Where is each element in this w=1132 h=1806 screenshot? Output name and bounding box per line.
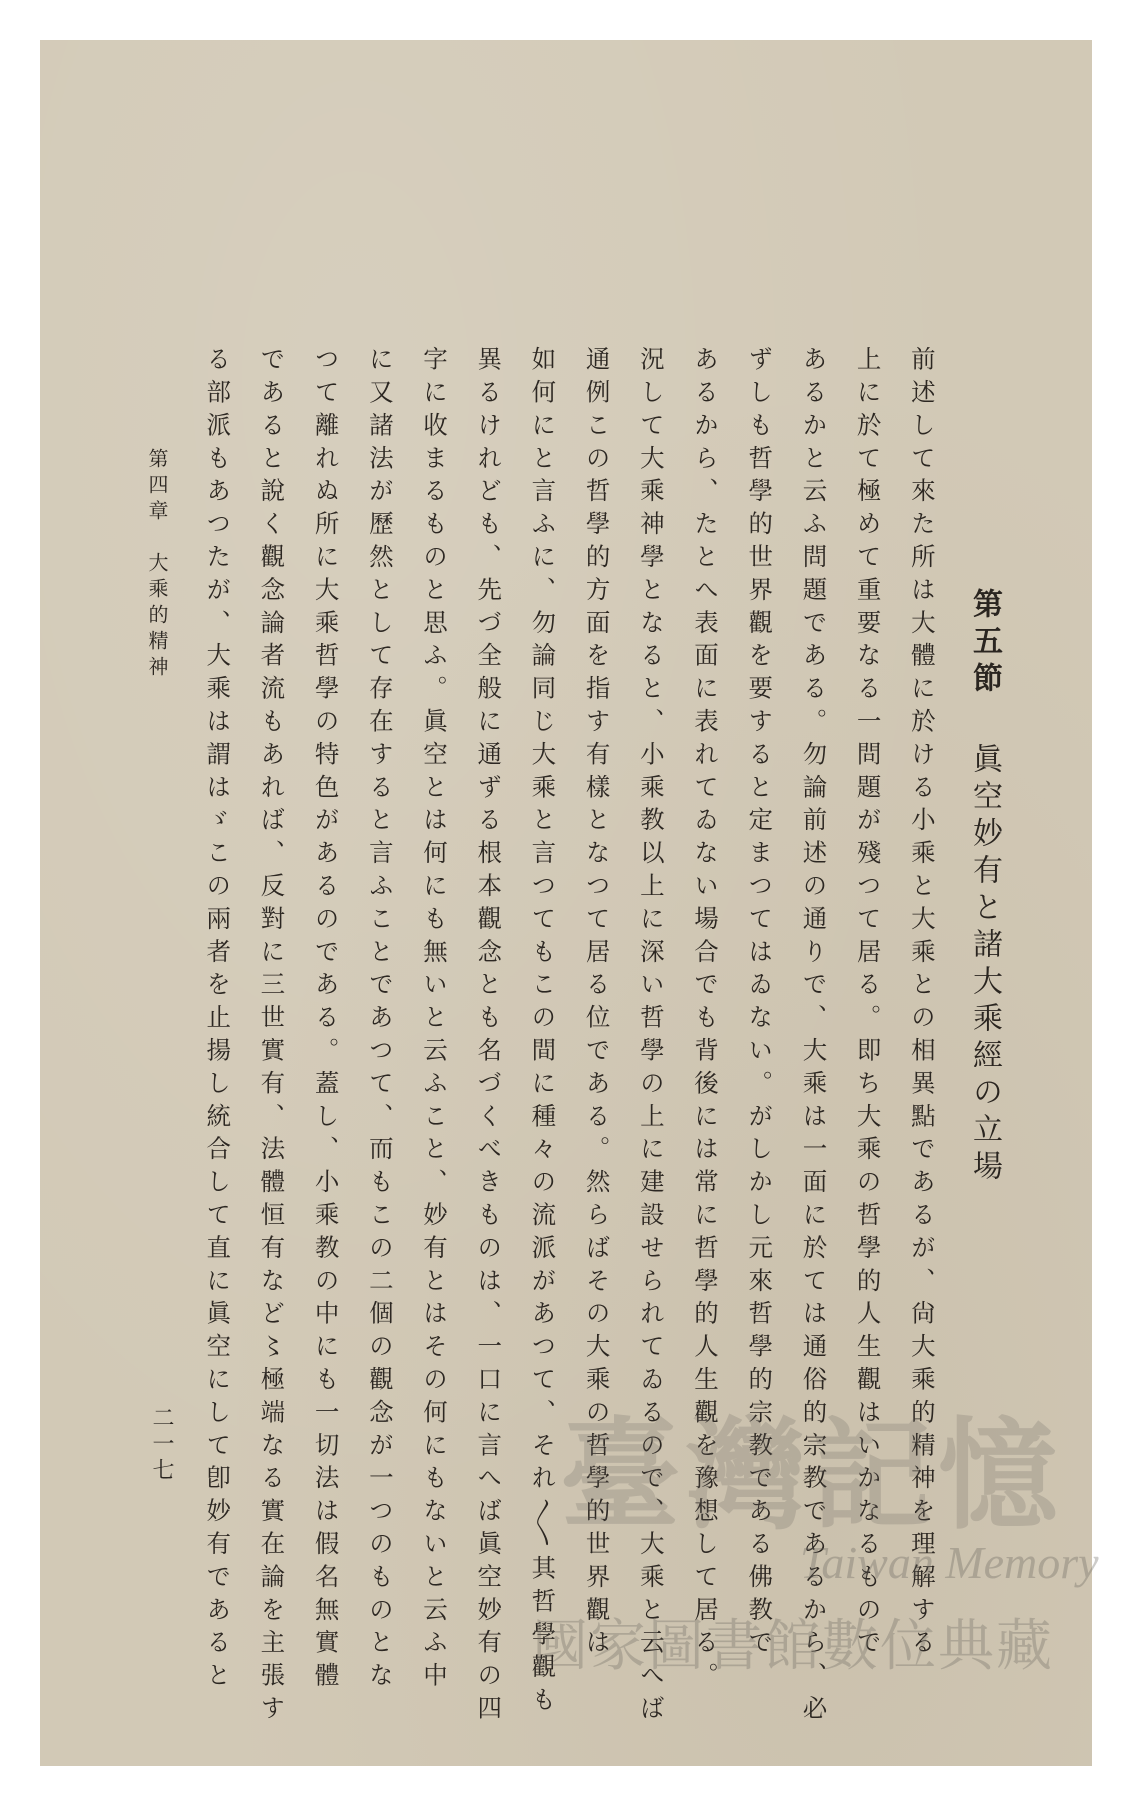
body-line: る部派もあつたが、大乘は謂はゞこの兩者を止揚し統合して直に眞空にして卽妙有であると bbox=[203, 346, 233, 1695]
body-line: 前述して來た所は大體に於ける小乘と大乘との相異點であるが、尙大乘的精神を理解する bbox=[907, 346, 937, 1662]
body-line: であると說く觀念論者流もあれば、反對に三世實有、法體恒有など〻極端なる實在論を主張す bbox=[257, 346, 287, 1728]
body-line: 如何にと言ふに、勿論同じ大乘と言つてもこの間に種々の流派があつて、それ〳〵其哲學觀も bbox=[528, 346, 558, 1720]
section-title: 眞空妙有と諸大乘經の立場 bbox=[967, 743, 1002, 1187]
body-line: つて離れぬ所に大乘哲學の特色があるのである。蓋し、小乘教の中にも一切法は假名無實體 bbox=[311, 346, 341, 1695]
section-number: 第五節 bbox=[967, 588, 1002, 699]
chapter-title: 大乘的精神 bbox=[145, 552, 169, 682]
running-header bbox=[143, 448, 172, 682]
scanned-page bbox=[40, 40, 1099, 1766]
body-line: あるかと云ふ問題である。勿論前述の通りで、大乘は一面に於ては通俗的宗教であるから、必 bbox=[799, 346, 829, 1728]
body-line: ずしも哲學的世界觀を要すると定まつてはゐない。がしかし元來哲學的宗教である佛教で bbox=[745, 346, 775, 1662]
watermark-library-name: 國家圖書館數位典藏 bbox=[532, 1614, 1054, 1679]
body-line: 上に於て極めて重要なる一問題が殘つて居る。即ち大乘の哲學的人生觀はいかなるもので bbox=[853, 346, 883, 1662]
watermark-logo: 臺灣記憶 bbox=[560, 1405, 1064, 1546]
body-line: に又諸法が歷然として存在すると言ふことであつて、而もこの二個の觀念が一つのものとな bbox=[365, 346, 395, 1695]
body-line: あるから、たとへ表面に表れてゐない場合でも背後には常に哲學的人生觀を豫想して居る。 bbox=[691, 346, 721, 1695]
section-heading bbox=[962, 588, 1006, 1187]
page-number: 二一七 bbox=[149, 1406, 174, 1484]
watermark-english-text: Taiwan Memory bbox=[800, 1537, 1099, 1588]
body-line: 通例この哲學的方面を指す有樣となつて居る位である。然らばその大乘の哲學的世界觀は bbox=[582, 346, 612, 1662]
body-line: 況して大乘神學となると、小乘教以上に深い哲學の上に建設せられてゐるので、大乘と云へば bbox=[636, 346, 666, 1728]
body-line: 字に收まるものと思ふ。眞空とは何にも無いと云ふこと、妙有とはその何にもないと云ふ中 bbox=[420, 346, 450, 1695]
body-line: 異るけれども、先づ全般に通ずる根本觀念とも名づくべきものは、一口に言へば眞空妙有の四 bbox=[474, 346, 504, 1728]
chapter-number: 第四章 bbox=[145, 448, 169, 526]
